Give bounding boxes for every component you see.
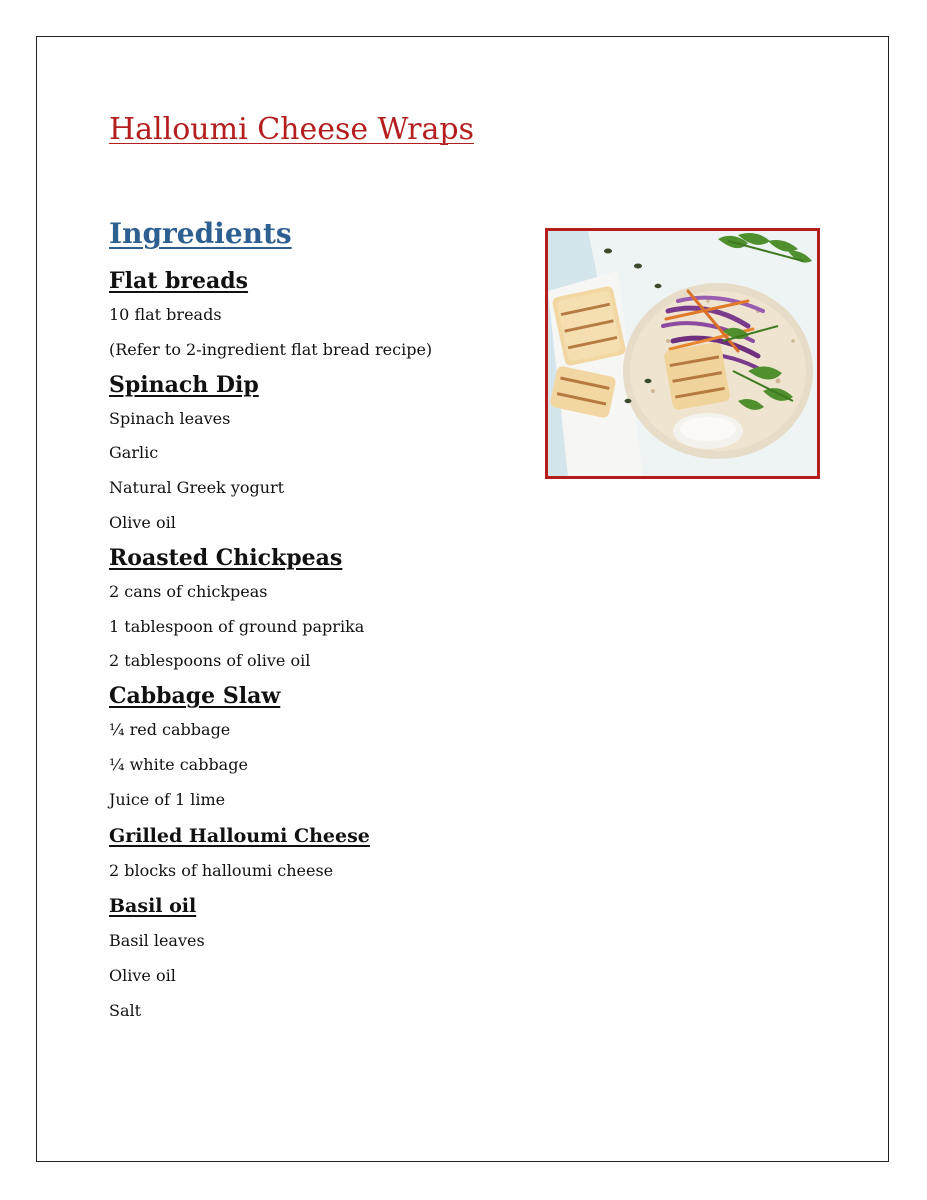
ingredient-item: 2 tablespoons of olive oil: [109, 651, 311, 671]
section-heading: Roasted Chickpeas: [109, 544, 343, 571]
ingredient-item: Basil leaves: [109, 931, 205, 951]
section-heading: Spinach Dip: [109, 371, 259, 398]
ingredient-item: Olive oil: [109, 512, 176, 532]
ingredient-item: (Refer to 2-ingredient flat bread recipe): [109, 339, 433, 359]
section-heading: Flat breads: [109, 268, 249, 294]
ingredient-item: Olive oil: [109, 966, 176, 986]
section-flat-breads: [109, 264, 432, 368]
section-basil-oil: [109, 888, 432, 1028]
section-heading: Cabbage Slaw: [109, 683, 281, 710]
ingredient-item: Natural Greek yogurt: [109, 478, 285, 498]
ingredient-item: 10 flat breads: [109, 305, 222, 324]
ingredient-item: 2 blocks of halloumi cheese: [109, 860, 334, 880]
section-heading: Grilled Halloumi Cheese: [109, 824, 370, 847]
section-cabbage-slaw: [109, 679, 432, 817]
ingredient-item: Juice of 1 lime: [109, 789, 226, 809]
section-spinach-dip: [109, 368, 432, 541]
ingredients-heading: Ingredients: [109, 217, 292, 250]
ingredient-item: 1 tablespoon of ground paprika: [109, 616, 365, 636]
recipe-title: Halloumi Cheese Wraps: [109, 112, 474, 147]
ingredient-item: ¼ white cabbage: [109, 754, 248, 774]
ingredient-item: Salt: [109, 1000, 142, 1020]
food-illustration: [548, 231, 817, 476]
halloumi-wrap-photo: [545, 228, 820, 479]
ingredient-item: ¼ red cabbage: [109, 720, 231, 740]
ingredient-item: 2 cans of chickpeas: [109, 581, 268, 601]
ingredient-item: Spinach leaves: [109, 408, 231, 428]
section-heading: Basil oil: [109, 895, 197, 918]
section-roasted-chickpeas: [109, 541, 432, 679]
section-grilled-halloumi: [109, 818, 432, 889]
ingredient-sections: [109, 264, 432, 1029]
ingredient-item: Garlic: [109, 443, 159, 463]
